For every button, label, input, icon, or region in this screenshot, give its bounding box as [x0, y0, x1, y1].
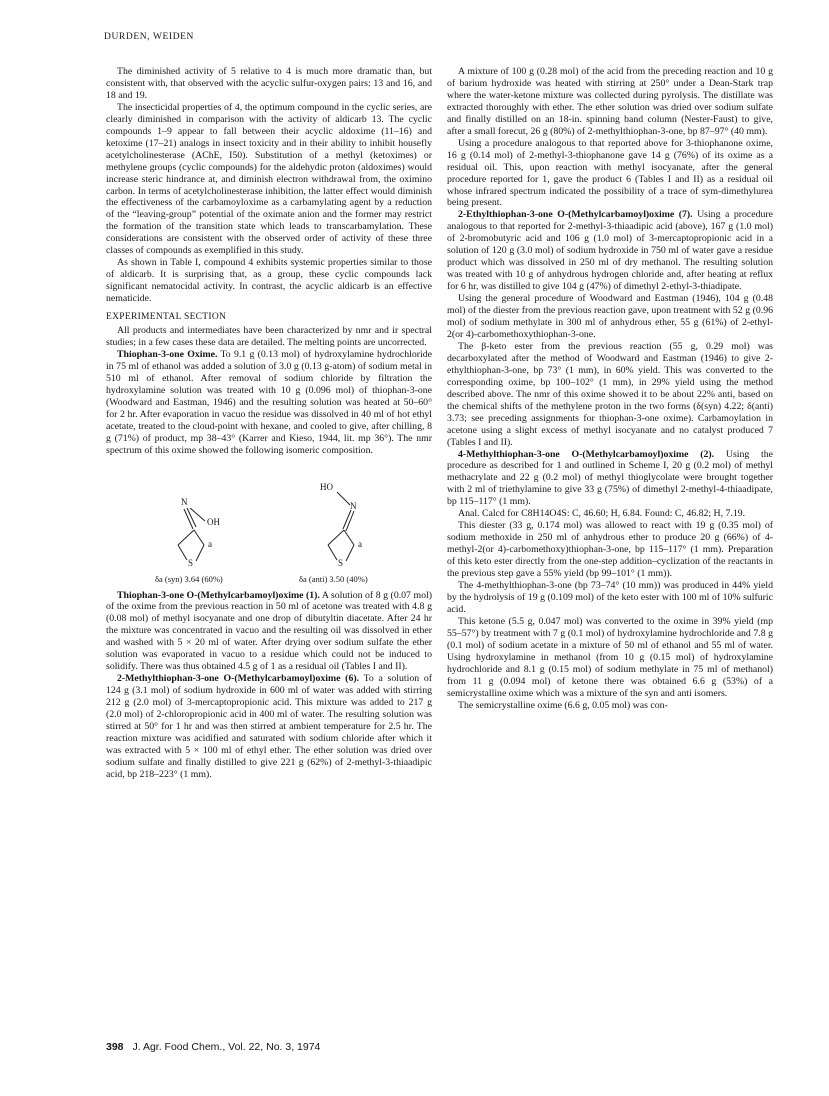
- oxime-isomer-figure: [106, 460, 432, 588]
- proton-label-a: a: [208, 538, 212, 549]
- paragraph: This diester (33 g, 0.174 mol) was allowed to react with 19 g (0.35 mol) of sodium methoxide in 250 ml of anhydrous ether to produce 20 g (66%) of 4-methyl-2(or 4)-carbomethoxy)thiophan-3-one, bp 115–117° (1 mm). Preparation of this keto ester directly from the one-step addition–cyclization of the reactants in the previous step gave a 55% yield (bp 99–101° (1 mm)).: [447, 520, 773, 580]
- n-o-bond: [337, 492, 350, 505]
- ring-bond: [196, 545, 204, 561]
- paragraph-body: To a solution of 124 g (3.1 mol) of sodium hydroxide in 600 ml of water was added with stirring 212 g (2.0 mol) of 3-mercaptopropionic acid. This mixture was added to 217 g (2.0 mol) of 2-chloropropionic acid in 400 ml of water. The resulting solution was stirred at 50° for 1 hr and was then stirred at ambient temperature for 2.5 hr. The reaction mixture was acidified and saturated with sodium chloride after which it was extracted with 5 × 100 ml of ethyl ether. The ether solution was dried over sodium sulfate and finally distilled to give 221 g (62%) of 2-methyl-3-thiaadipic acid, bp 218–223° (1 mm).: [106, 673, 432, 780]
- ring-bond: [328, 545, 337, 560]
- ring-bond: [346, 545, 354, 561]
- ring-bond: [178, 530, 194, 545]
- atom-label-s: S: [338, 557, 344, 568]
- atom-label-oh: OH: [207, 516, 220, 527]
- paragraph: [447, 449, 773, 509]
- running-head: DURDEN, WEIDEN: [104, 32, 195, 42]
- paragraph-heading: Thiophan-3-one O-(Methylcarbamoyl)oxime (1).: [117, 589, 320, 601]
- paragraph: A mixture of 100 g (0.28 mol) of the acid from the preceding reaction and 10 g of barium hydroxide was heated with stirring at 250° under a Dean-Stark trap where the water-ketone mixture was collected during pyrolysis. The distillate was extracted thoroughly with ether. The ether solution was dried over sodium sulfate and finally distilled on an 18-in. spinning band column (Nester-Faust) to give, after a small forecut, 26 g (80%) of 2-methylthiophan-3-one, bp 87–97° (40 mm).: [447, 66, 773, 137]
- paragraph: [106, 349, 432, 457]
- page-footer: [106, 1041, 320, 1053]
- double-bond: [346, 511, 354, 531]
- paragraph: The β-keto ester from the previous reaction (55 g, 0.29 mol) was decarboxylated after the method of Woodward and Eastman (1946) to give 2-ethylthiophan-3-one, bp 73° (1 mm), in 60% yield. This was converted to the corresponding oxime, bp 100–102° (1 mm), in 29% yield using the method described above. The nmr of this oxime showed it to be about 22% anti, based on the chemical shifts of the methylene proton in the two forms (δ(syn) 4.22; δ(anti) 3.73; see preceding assignments for thiophan-3-one oxime). Carbamoylation in acetone using a slight excess of methyl isocyanate and no catalyst produced 7 (Tables I and II).: [447, 340, 773, 448]
- paragraph-body: Using the procedure as described for 1 and outlined in Scheme I, 20 g (0.2 mol) of methyl methacrylate and 22 g (0.2 mol) of methyl thioglycolate were brought together with 2 ml of triethylamine to give 33 g (75%) of dimethyl 2-methyl-4-thiaadipate, bp 115–117° (1 mm).: [447, 448, 773, 508]
- ring-bond: [194, 530, 204, 545]
- paragraph-heading: 4-Methylthiophan-3-one O-(Methylcarbamoyl)oxime (2).: [458, 448, 715, 460]
- paragraph: Using the general procedure of Woodward and Eastman (1946), 104 g (0.48 mol) of the diester from the previous reaction gave, upon treatment with 52 g (0.96 mol) of sodium methylate in 300 ml of anhydrous ether, 55 g (61%) of 2-ethyl-2(or 4)-carbomethoxythiophan-3-one.: [447, 293, 773, 340]
- paragraph: The insecticidal properties of 4, the optimum compound in the cyclic series, are clearly diminished in comparison with the activity of aldicarb 13. The cyclic compounds 1–9 appear to fall between their acyclic aldoxime (11–16) and ketoxime (17–21) analogs in insect toxicity and in their ability to inhibit housefly acetylcholinesterase (AChE, I50). Substitution of a methyl (ketoximes) or methylene groups (cyclic compounds) for the aldehydic proton (aldoximes) would increase steric hindrance at, and diminish electron withdrawal from, the oximino carbon. In terms of acetylcholinesterase inhibition, the latter effect would diminish the effectiveness of the carbamoyloxime as a carbamylating agent by a reduction of the “leaving-group” potential of the oximate anion and the former may restrict the formation of the transition state which leads to transcarbamylation. These considerations are consistent with the observed order of activity of these three classes of compounds as exemplified in this study.: [106, 101, 432, 257]
- paragraph: As shown in Table I, compound 4 exhibits systemic properties similar to those of aldicarb. It is surprising that, as a group, these cyclic compounds lack significant nematocidal activity. In contrast, the acyclic aldicarb is an effective nematicide.: [106, 257, 432, 305]
- section-heading: EXPERIMENTAL SECTION: [106, 312, 227, 323]
- paragraph: The diminished activity of 5 relative to 4 is much more dramatic than, but consistent with, that observed with the acyclic sulfur-oxygen pairs: 13 and 16, and 18 and 19.: [106, 66, 432, 101]
- paragraph: All products and intermediates have been characterized by nmr and ir spectral studies; in a few cases these data are detailed. The melting points are uncorrected.: [106, 325, 432, 348]
- paragraph: This ketone (5.5 g, 0.047 mol) was converted to the oxime in 39% yield (mp 55–57°) by treatment with 7 g (0.1 mol) of hydroxylamine hydrochloride and 7.8 g (0.1 mol) of sodium acetate in a mixture of 50 ml of ethanol and 55 ml of water. Using hydroxylamine in methanol (from 10 g (0.15 mol) of hydroxylamine hydrochloride and 8.1 g (0.15 mol) of sodium methylate in 75 ml of methanol) from 11 g (0.094 mol) of ketone there was obtained 6.6 g (53%) of a semicrystalline oxime which was a mixture of the syn and anti isomers.: [447, 615, 773, 699]
- paragraph-heading: Thiophan-3-one Oxime.: [117, 348, 218, 360]
- ring-bond: [178, 545, 187, 560]
- anti-shift-caption: δa (anti) 3.50 (40%): [299, 573, 368, 584]
- left-column: [106, 66, 432, 781]
- paragraph: [106, 590, 432, 674]
- paragraph: [106, 673, 432, 781]
- ring-bond: [344, 530, 354, 545]
- paragraph-body: A solution of 8 g (0.07 mol) of the oxime from the previous reaction in 50 ml of acetone was treated with 4.8 g (0.08 mol) of methyl isocyanate and one drop of dibutyltin diacetate. After 24 hr the mixture was concentrated in vacuo and the resulting oil was dissolved in ether and washed with 5 × 20 ml of water. After drying over sodium sulfate the ether solution was evaporated in vacuo to a residue which could not be induced to solidify. There was thus obtained 4.5 g of 1 as a residual oil (Tables I and II).: [106, 589, 432, 673]
- atom-label-ho: HO: [320, 481, 333, 492]
- paragraph-body: Using a procedure analogous to that reported for 2-methyl-3-thiaadipic acid (above), 167 g (1.0 mol) of 2-bromobutyric acid and 106 g (1.0 mol) of 3-mercaptopropionic acid in a solution of 120 g (3.0 mol) of sodium hydroxide in 750 ml of water gave a residue product which was dissolved in 250 ml of dry methanol. The resulting solution was treated with 10 g of anhydrous hydrogen chloride and, after heating at reflux for 6 hr, was distilled to give 104 g (47%) of dimethyl 2-ethyl-3-thiadipate.: [447, 209, 773, 293]
- paragraph: The 4-methylthiophan-3-one (bp 73–74° (10 mm)) was produced in 44% yield by the hydrolysis of 19 g (0.109 mol) of the keto ester with 100 ml of 10% sulfuric acid.: [447, 579, 773, 615]
- journal-citation: J. Agr. Food Chem., Vol. 22, No. 3, 1974: [132, 1041, 321, 1053]
- paragraph: Using a procedure analogous to that reported above for 3-thiophanone oxime, 16 g (0.14 mol) of 2-methyl-3-thiophanone gave 14 g (76%) of its oxime as a residual oil. This, upon reaction with methyl isocyanate, after the general procedure reported for 1, gave the product 6 (Tables I and II) as a residual oil whose infrared spectrum indicated the possibility of a trace of sym-dimethylurea being present.: [447, 137, 773, 209]
- paragraph: Anal. Calcd for C8H14O4S: C, 46.60; H, 6.84. Found: C, 46.82; H, 7.19.: [458, 508, 746, 520]
- paragraph-heading: 2-Methylthiophan-3-one O-(Methylcarbamoyl)oxime (6).: [117, 673, 360, 685]
- atom-label-n: N: [350, 500, 357, 511]
- paragraph: [447, 209, 773, 293]
- syn-shift-caption: δa (syn) 3.64 (60%): [155, 573, 223, 584]
- paragraph-heading: 2-Ethylthiophan-3-one O-(Methylcarbamoyl)oxime (7).: [458, 209, 693, 221]
- page-number: 398: [106, 1041, 124, 1053]
- paragraph-body: To 9.1 g (0.13 mol) of hydroxylamine hydrochloride in 75 ml of ethanol was added a solution of 3.0 g (0.13 g-atom) of sodium metal in 510 ml of ethanol. After removal of sodium chloride by filtration the hydroxylamine solution was treated with 10 g (0.096 mol) of thiophan-3-one (Woodward and Eastman, 1946) and the resulting solution was heated at 50–60° for 2 hr. After evaporation in vacuo the residue was dissolved in 40 ml of hot ethyl acetate, treated to the cloud-point with hexane, and cooled to give, after chilling, 8 g (71%) of product, mp 38–43° (Karrer and Kieso, 1944, lit. mp 36°). The nmr spectrum of this oxime showed the following isomeric composition.: [106, 348, 432, 456]
- oxime-structures-drawing: [106, 460, 432, 572]
- atom-label-s: S: [188, 557, 194, 568]
- paragraph: The semicrystalline oxime (6.6 g, 0.05 mol) was con-: [458, 699, 668, 711]
- ring-bond: [328, 530, 344, 545]
- atom-label-n: N: [181, 496, 188, 507]
- double-bond: [343, 510, 351, 529]
- right-column: [447, 66, 773, 711]
- proton-label-a: a: [358, 538, 362, 549]
